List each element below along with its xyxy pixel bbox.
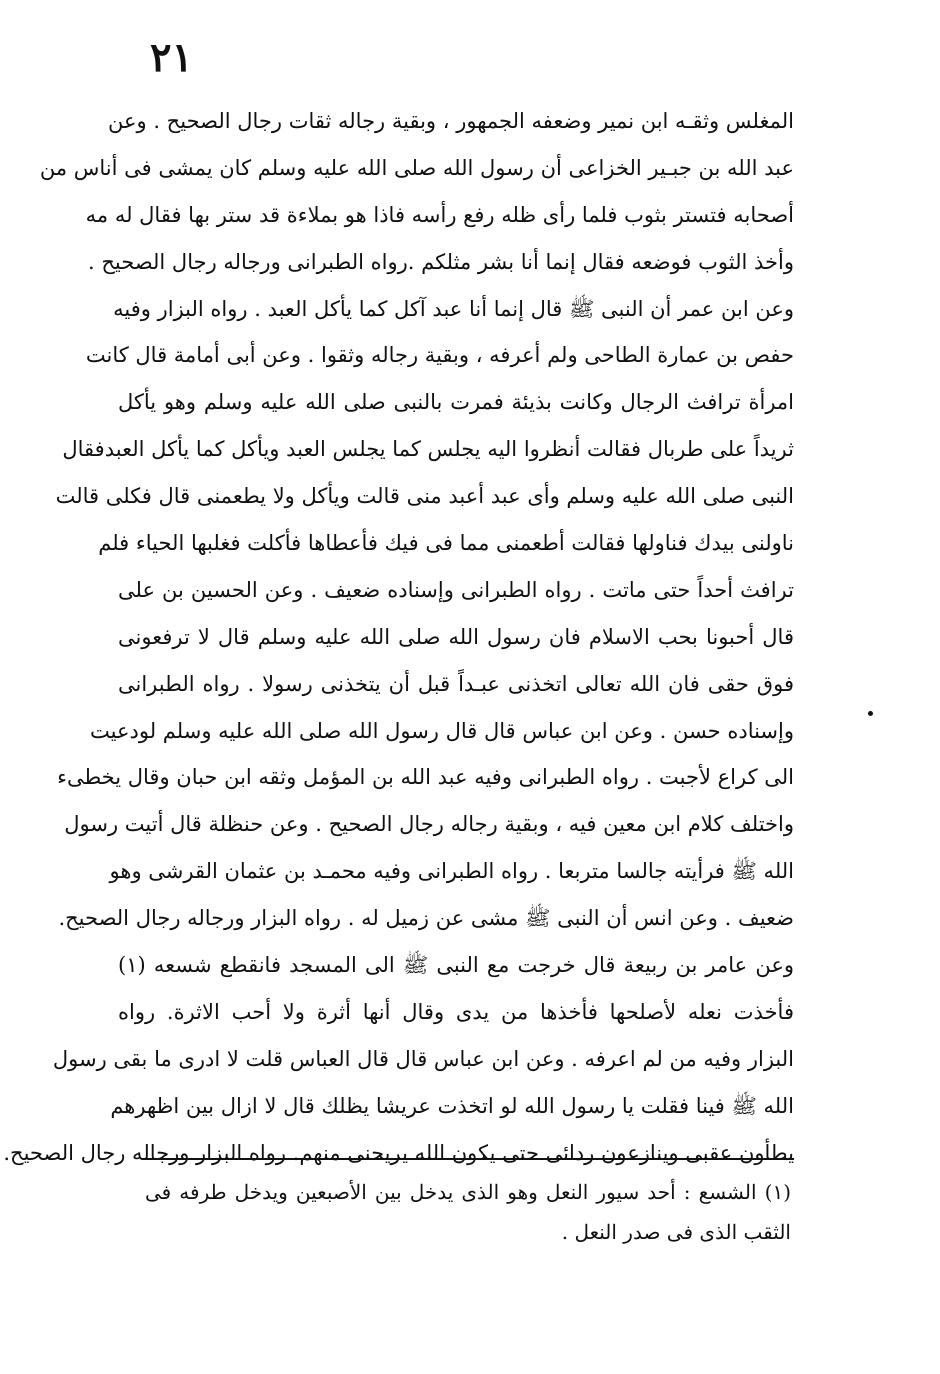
text-line: ثريداً على طربال فقالت أنظروا اليه يجلس كما يجلس العبد ويأكل كما يأكل العبدفقال [62,437,794,462]
text-line: وعن عامر بن ربيعة قال خرجت مع النبى ﷺ الى المسجد فانقطع شسعه (١) [118,953,794,978]
footnote-line: (١) الشسع : أحد سيور النعل وهو الذى يدخل بين الأصبعين ويدخل طرفه فى [145,1180,791,1204]
text-line: أصحابه فتستر بثوب فلما رأى ظله رفع رأسه فاذا هو بملاءة قد ستر بها فقال له مه [85,202,794,227]
text-line: البزار وفيه من لم اعرفه . وعن ابن عباس قال قال العباس قلت لا ادرى ما بقى رسول [52,1046,794,1071]
text-line: يطأون عقبى وينازعون ردائى حتى يكون الله يريحنى منهم. رواه البزار ورجاله رجال الصحيح. [3,1140,794,1165]
scan-speck [868,711,873,716]
text-line: فأخذت نعله لأصلحها فأخذها من يدى وقال أنها أثرة ولا أحب الاثرة. رواه [118,999,794,1024]
text-line: الله ﷺ فرأيته جالسا متربعا . رواه الطبرانى وفيه محمـد بن عثمان القرشى وهو [109,859,794,884]
text-line: المغلس وثقـه ابن نمير وضعفه الجمهور ، وبقية رجاله ثقات رجال الصحيح . وعن [108,109,794,133]
footnote-divider [142,1158,794,1160]
text-line: النبى صلى الله عليه وسلم وأى عبد أعبد منى قالت ويأكل ولا يطعمنى قال فكلى قالت [55,484,794,509]
text-line: فوق حقى فان الله تعالى اتخذنى عبـداً قبل أن يتخذنى رسولا . رواه الطبرانى [118,671,794,696]
text-line: واختلف كلام ابن معين فيه ، وبقية رجاله رجال الصحيح . وعن حنظلة قال أتيت رسول [64,812,794,837]
page-number: ٢١ [150,34,193,81]
text-line: ناولنى بيدك فناولها فقالت أطعمنى مما فى فيك فأعطاها فأكلت فغلبها الحياء فلم [98,531,794,556]
text-line: عبد الله بن جبـير الخزاعى أن رسول الله صلى الله عليه وسلم كان يمشى فى أناس من [39,155,794,180]
text-line: الله ﷺ فينا فقلت يا رسول الله لو اتخذت عريشا يظلك قال لا ازال بين اظهرهم [110,1093,794,1118]
text-line: ضعيف . وعن انس أن النبى ﷺ مشى عن زميل له . رواه البزار ورجاله رجال الصحيح. [58,906,794,931]
text-line: الى كراع لأجبت . رواه الطبرانى وفيه عبد الله بن المؤمل وثقه ابن حبان وقال يخطىء [57,765,794,790]
text-line: وأخذ الثوب فوضعه فقال إنما أنا بشر مثلكم .رواه الطبرانى ورجاله رجال الصحيح . [88,249,794,274]
text-line: وإسناده حسن . وعن ابن عباس قال قال رسول الله صلى الله عليه وسلم لودعيت [90,718,794,743]
footnote-line: الثقب الذى فى صدر النعل . [561,1220,791,1244]
main-text-block [3,98,794,1176]
text-line: حفص بن عمارة الطاحى ولم أعرفه ، وبقية رجاله وثقوا . وعن أبى أمامة قال كانت [85,343,794,368]
text-line: وعن ابن عمر أن النبى ﷺ قال إنما أنا عبد آكل كما يأكل العبد . رواه البزار وفيه [113,296,794,321]
footnote-block [145,1172,791,1252]
text-line: امرأة ترافث الرجال وكانت بذيئة فمرت بالنبى صلى الله عليه وسلم وهو يأكل [118,390,794,415]
text-line: ترافث أحداً حتى ماتت . رواه الطبرانى وإسناده ضعيف . وعن الحسين بن على [118,577,794,602]
text-line: قال أحبونا بحب الاسلام فان رسول الله صلى الله عليه وسلم قال لا ترفعونى [118,624,794,649]
